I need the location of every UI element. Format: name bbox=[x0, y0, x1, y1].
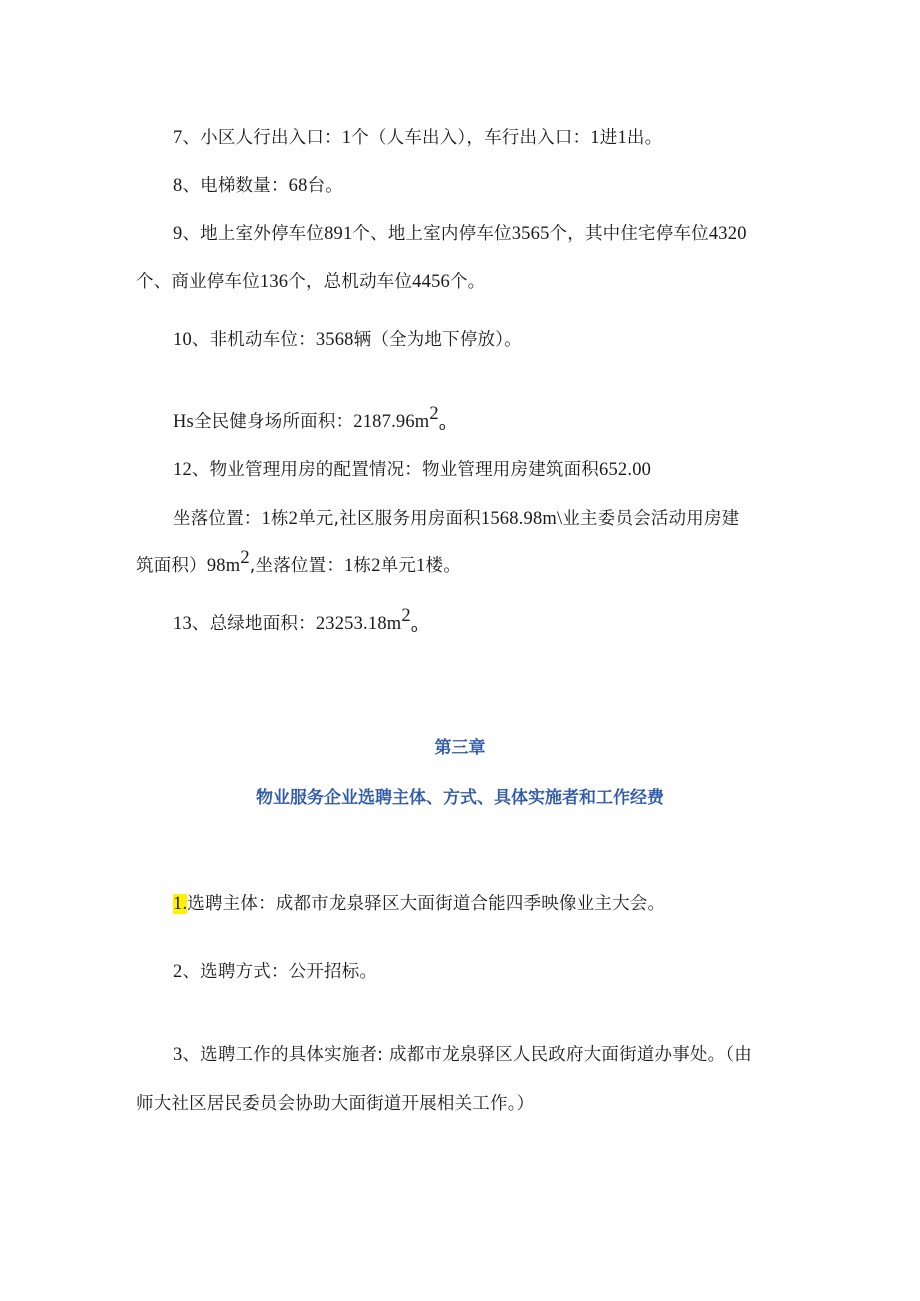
item-text: 筑面积） bbox=[136, 556, 207, 576]
item-text: 个、商业停车位 bbox=[136, 272, 260, 292]
item-number: 7 bbox=[173, 128, 183, 148]
item-7 bbox=[173, 126, 662, 150]
item-text: 、选聘方式：公开招标。 bbox=[182, 962, 378, 982]
item-text: 栋 bbox=[270, 509, 289, 529]
section-item-2 bbox=[173, 960, 377, 984]
superscript: 2 bbox=[240, 548, 250, 568]
item-text: 进 bbox=[599, 128, 618, 148]
item-number: 2 bbox=[173, 962, 183, 982]
item-value: 652.00 bbox=[599, 460, 652, 480]
item-value: 1 bbox=[261, 509, 271, 529]
item-text: 个，总机动车位 bbox=[288, 272, 413, 292]
chapter-title: 物业服务企业选聘主体、方式、具体实施者和工作经费 bbox=[256, 788, 664, 808]
item-text: 、电梯数量： bbox=[182, 176, 289, 196]
item-12-line-1 bbox=[173, 458, 651, 482]
item-value: 1 bbox=[590, 128, 600, 148]
item-text: 坐落位置： bbox=[173, 509, 262, 529]
item-9-line-1 bbox=[173, 222, 747, 246]
item-value: 1 bbox=[341, 128, 352, 148]
item-value: 1 bbox=[344, 556, 354, 576]
item-12-line-3 bbox=[136, 548, 461, 578]
item-text: 单元,社区服务用房面积 bbox=[298, 509, 481, 529]
chapter-label: 第三章 bbox=[434, 738, 486, 758]
item-number: 9 bbox=[173, 224, 183, 244]
item-number: 12 bbox=[173, 460, 192, 480]
item-text: 台。 bbox=[307, 176, 343, 196]
item-text: ,坐落位置： bbox=[249, 556, 345, 576]
section-item-1 bbox=[173, 892, 665, 916]
item-value: 4320 bbox=[708, 224, 747, 244]
item-text: 业主委员会活动用房建 bbox=[562, 509, 740, 529]
item-text: 、小区人行出入口： bbox=[182, 128, 342, 148]
item-value: 4456 bbox=[412, 272, 450, 292]
item-number: 3 bbox=[173, 1045, 183, 1065]
item-text: 、非机动车位： bbox=[191, 330, 316, 350]
item-number: 8 bbox=[173, 176, 183, 196]
item-text: 个、地上室内停车位 bbox=[352, 224, 512, 244]
highlighted-number: 1. bbox=[173, 894, 188, 914]
item-value: 68 bbox=[288, 176, 308, 196]
item-8 bbox=[173, 174, 343, 198]
item-value: 2 bbox=[371, 556, 381, 576]
item-text: 、总绿地面积： bbox=[191, 614, 316, 634]
item-value: 891 bbox=[324, 224, 353, 244]
item-suffix: o bbox=[410, 622, 418, 635]
superscript: 2 bbox=[401, 606, 411, 626]
item-10 bbox=[173, 328, 522, 352]
item-number: 13 bbox=[173, 614, 192, 634]
item-value: 1 bbox=[617, 128, 627, 148]
item-value: 98m bbox=[206, 556, 241, 576]
item-value: 3565 bbox=[511, 224, 550, 244]
item-text: 单元 bbox=[380, 556, 417, 576]
item-value: 23253.18m bbox=[315, 614, 402, 634]
item-12-line-2 bbox=[173, 507, 739, 531]
item-text: 栋 bbox=[353, 556, 372, 576]
item-text: 个，其中住宅停车位 bbox=[549, 224, 709, 244]
item-value: 1568.98m\ bbox=[480, 509, 563, 529]
item-number: 10 bbox=[173, 330, 192, 350]
item-text: 个。 bbox=[449, 272, 486, 292]
section-item-3-line-1 bbox=[173, 1043, 752, 1067]
item-text: 楼。 bbox=[425, 556, 461, 576]
section-item-3-line-2 bbox=[136, 1092, 534, 1116]
item-value: 2 bbox=[288, 509, 299, 529]
item-text: 辆（全为地下停放）。 bbox=[353, 330, 522, 350]
item-text: 个（人车出入），车行出入口： bbox=[351, 128, 591, 148]
item-value: 3568 bbox=[315, 330, 354, 350]
item-11 bbox=[173, 404, 446, 439]
item-value: 1 bbox=[416, 556, 426, 576]
item-text: 、地上室外停车位 bbox=[182, 224, 325, 244]
item-13 bbox=[173, 606, 418, 641]
item-text: 、物业管理用房的配置情况：物业管理用房建筑面积 bbox=[191, 460, 600, 480]
item-9-line-2 bbox=[136, 270, 485, 294]
item-text: 选聘主体：成都市龙泉驿区大面街道合能四季映像业主大会。 bbox=[187, 894, 666, 914]
item-suffix: o bbox=[438, 420, 446, 433]
item-prefix: Hs bbox=[173, 412, 194, 432]
superscript: 2 bbox=[429, 404, 439, 424]
item-value: 136 bbox=[259, 272, 289, 292]
item-text: 全民健身场所面积： bbox=[193, 412, 354, 432]
item-value: 2187.96m bbox=[353, 412, 430, 432]
item-text: 出。 bbox=[626, 128, 663, 148]
item-text: 、选聘工作的具体实施者: 成都市龙泉驿区人民政府大面街道办事处。（由 bbox=[182, 1045, 752, 1065]
item-text: 师大社区居民委员会协助大面街道开展相关工作。） bbox=[136, 1094, 535, 1114]
